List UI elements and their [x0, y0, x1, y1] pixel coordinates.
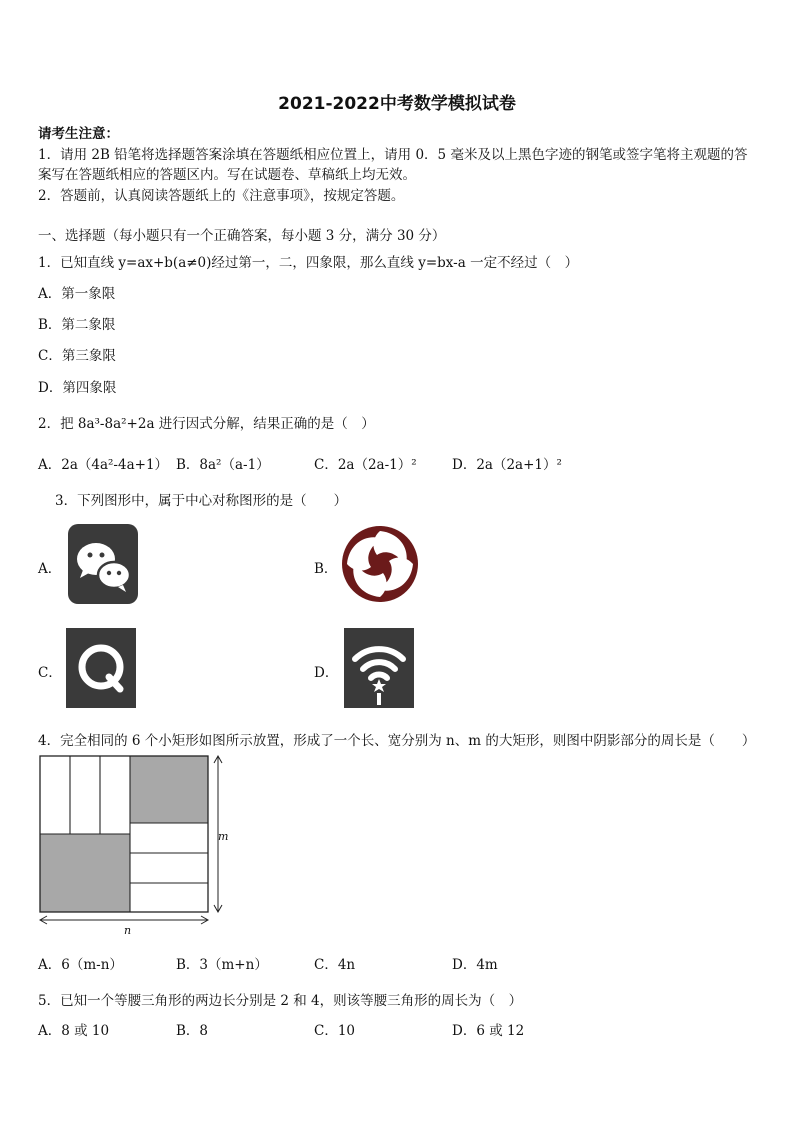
question-4-stem: 4．完全相同的 6 个小矩形如图所示放置，形成了一个长、宽分别为 n、m 的大矩形，则图中阴影部分的周长是（ ） [38, 733, 756, 749]
q4-option-a[interactable]: A．6（m-n） [38, 957, 123, 973]
q4-option-b[interactable]: B．3（m+n） [176, 957, 268, 973]
q3-option-c-label[interactable]: C． [38, 665, 62, 681]
q1-option-a[interactable]: A．第一象限 [38, 286, 116, 302]
question-3-stem: 3．下列图形中，属于中心对称图形的是（ ） [55, 493, 348, 509]
q1-option-b[interactable]: B．第二象限 [38, 317, 116, 333]
page-title: 2021-2022中考数学模拟试卷 [278, 94, 516, 114]
q2-option-c[interactable]: C．2a（2a-1）² [314, 457, 417, 473]
q1-option-d[interactable]: D．第四象限 [38, 380, 117, 396]
q4-option-d[interactable]: D．4m [452, 957, 498, 973]
q5-option-b[interactable]: B．8 [176, 1023, 209, 1039]
wifi-signal-icon[interactable] [343, 627, 415, 709]
q1-option-c[interactable]: C．第三象限 [38, 348, 116, 364]
notice-line-2: 2．答题前，认真阅读答题纸上的《注意事项》，按规定答题。 [38, 188, 405, 204]
label-n: n [124, 924, 132, 937]
q5-option-a[interactable]: A．8 或 10 [38, 1023, 110, 1039]
question-2-stem: 2．把 8a³-8a²+2a 进行因式分解，结果正确的是（ ） [38, 416, 375, 432]
phoenix-logo-icon[interactable] [339, 523, 421, 605]
q2-option-d[interactable]: D．2a（2a+1）² [452, 457, 562, 473]
notice-line-1b: 案写在答题纸相应的答题区内。写在试题卷、草稿纸上均无效。 [38, 167, 416, 183]
section-heading: 一、选择题（每小题只有一个正确答案，每小题 3 分，满分 30 分） [38, 228, 446, 244]
notice-heading: 请考生注意： [38, 126, 119, 142]
notice-line-1a: 1．请用 2B 铅笔将选择题答案涂填在答题纸相应位置上，请用 0．5 毫米及以上黑色字迹的钢笔或签字笔将主观题的答 [38, 147, 748, 163]
q5-option-d[interactable]: D．6 或 12 [452, 1023, 525, 1039]
rectangle-diagram [36, 752, 236, 942]
q2-option-a[interactable]: A．2a（4a²-4a+1） [38, 457, 169, 473]
wechat-icon[interactable] [67, 523, 139, 605]
q5-option-c[interactable]: C．10 [314, 1023, 356, 1039]
question-5-stem: 5．已知一个等腰三角形的两边长分别是 2 和 4，则该等腰三角形的周长为（ ） [38, 993, 523, 1009]
q4-option-c[interactable]: C．4n [314, 957, 356, 973]
q2-option-b[interactable]: B．8a²（a-1） [176, 457, 270, 473]
q-letter-icon[interactable] [65, 627, 137, 709]
q3-option-d-label[interactable]: D． [314, 665, 339, 681]
label-m: m [218, 830, 229, 843]
q3-option-b-label[interactable]: B． [314, 561, 338, 577]
question-1-stem: 1．已知直线 y=ax+b(a≠0)经过第一，二，四象限，那么直线 y=bx-a 一定不经过（ ） [38, 255, 579, 271]
q3-option-a-label[interactable]: A． [38, 561, 62, 577]
